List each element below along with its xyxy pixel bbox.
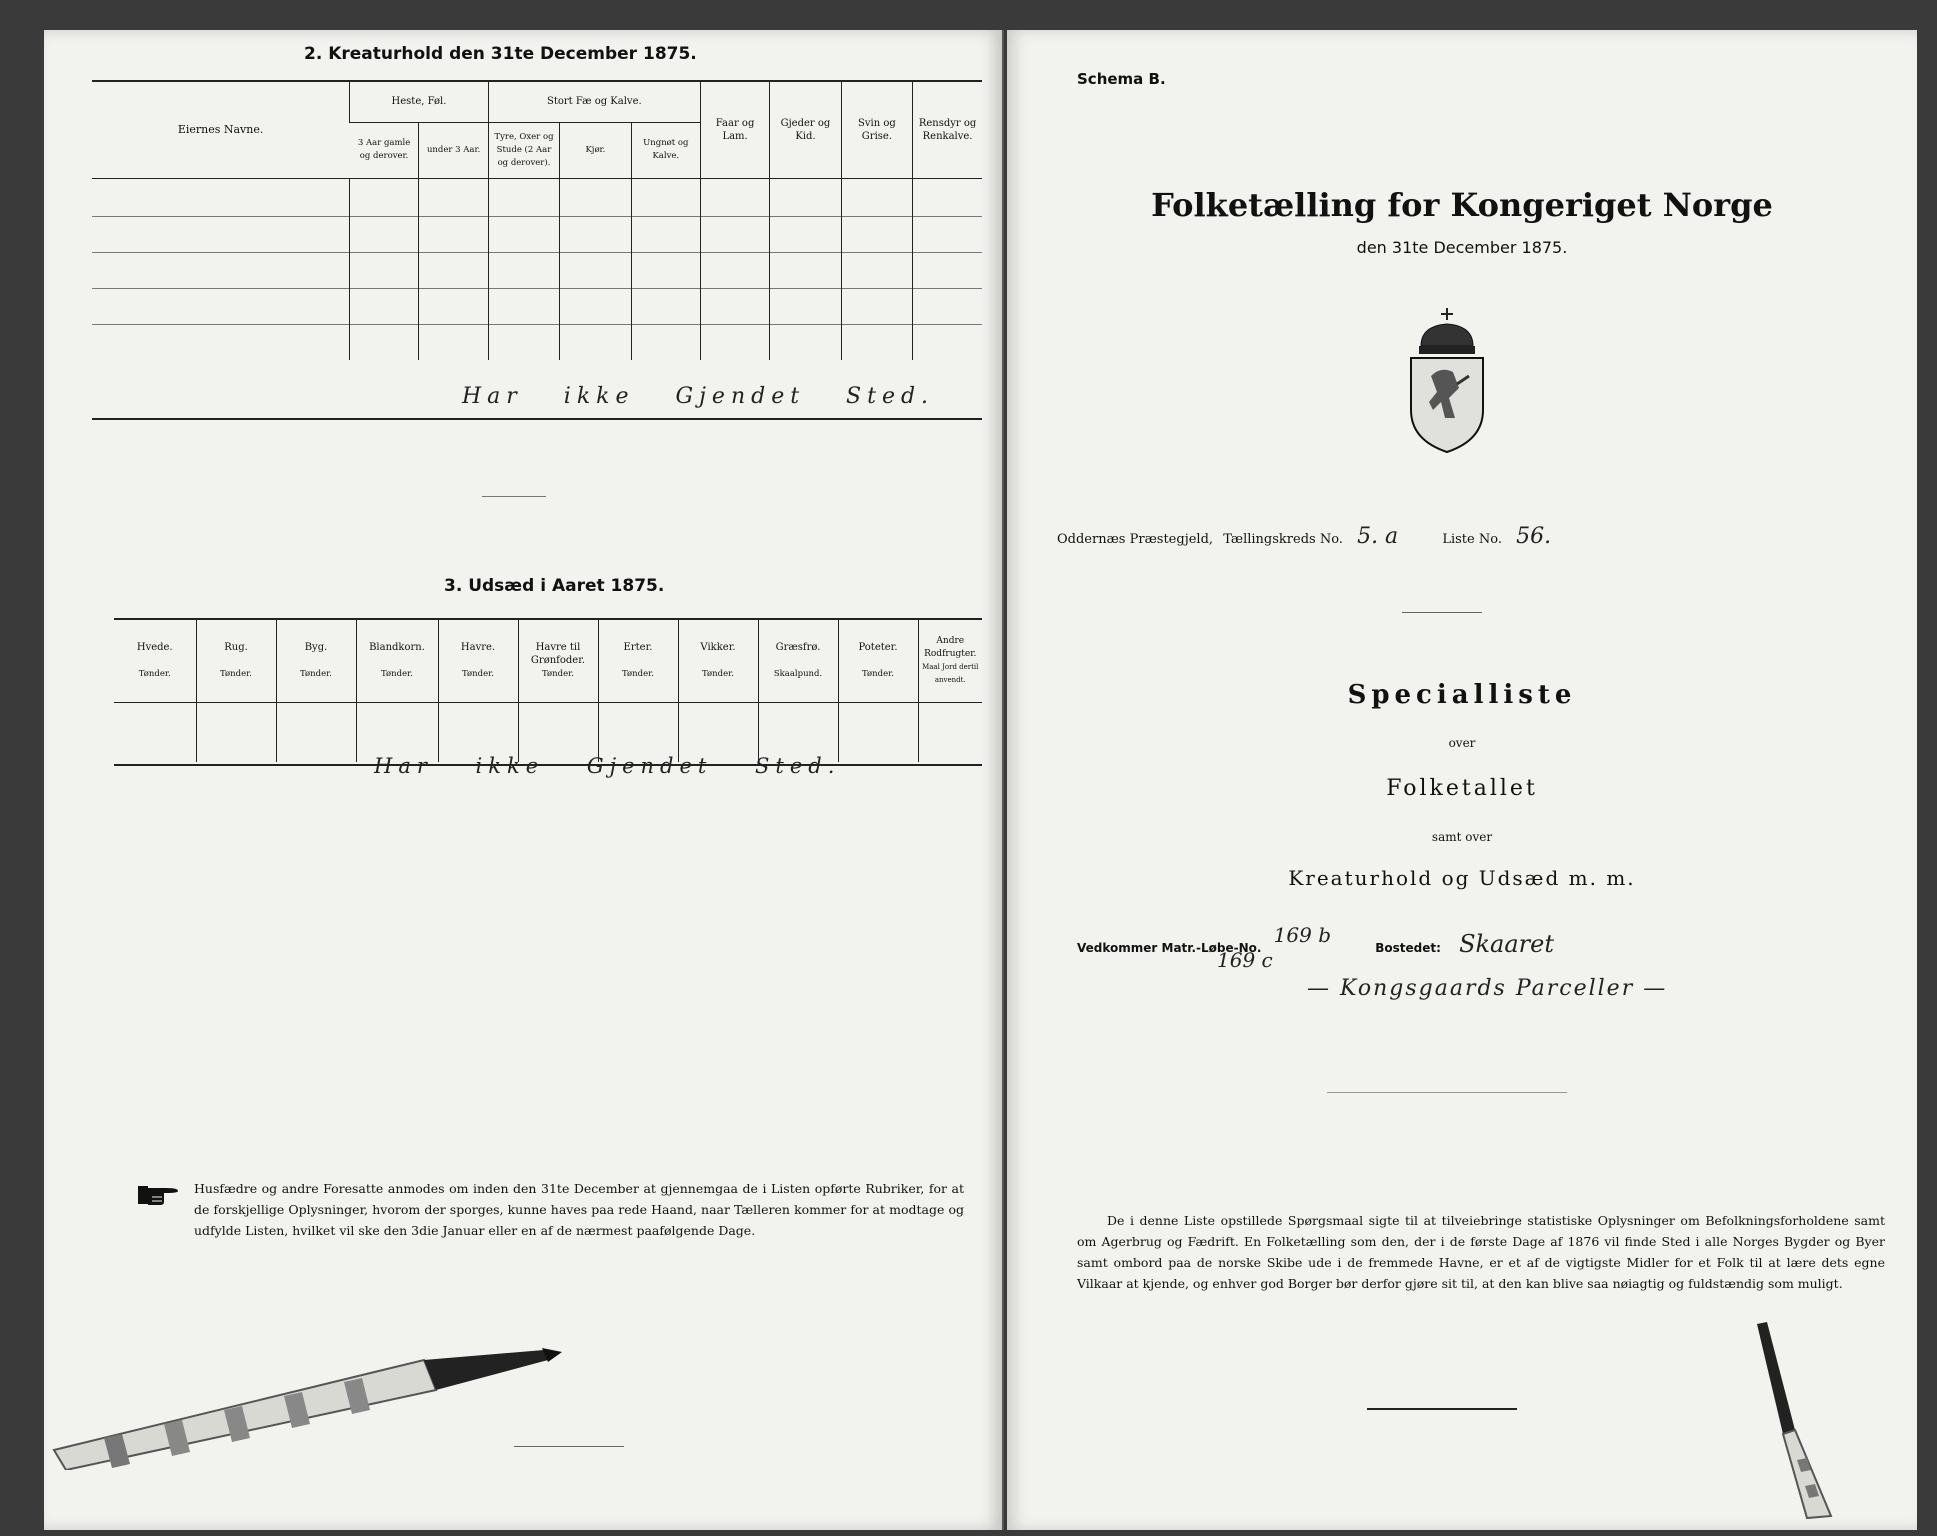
document-title: Folketælling for Kongeriget Norge [1151,186,1773,224]
left-page [44,30,1004,1530]
udsaed-col-vikker: Vikker. Tønder. [678,620,758,702]
instructions-notice: Husfædre og andre Foresatte anmodes om inden den 31te December at gjennemgaa de i Listen opførte Rubriker, for at de forskjellige Oplysninger, hvorom der sporges, kunne haves paa rede Haand, naar Tælleren kommer for at modtage og udfylde Listen, hvilket vil ske den 3die Januar eller en af de nærmest paafølgende Dage. [194,1181,964,1238]
pen-icon [1747,1320,1857,1520]
dotted-rule [1327,1092,1567,1093]
section3-heading: 3. Udsæd i Aaret 1875. [444,576,665,596]
rensdyr-col-header: Rensdyr og Renkalve. [913,82,982,178]
folketallet-heading: Folketallet [1386,776,1538,801]
udsaed-col-havre-gronfoder: Havre til Grønfoder. Tønder. [518,620,598,702]
udsaed-col-graesfro: Græsfrø. Skaalpund. [758,620,838,702]
kjor-col-header: Kjør. [560,122,631,178]
udsaed-col-blandkorn: Blandkorn. Tønder. [356,620,438,702]
udsaed-col-havre: Havre. Tønder. [438,620,518,702]
schema-label: Schema B. [1077,70,1166,88]
document-spread [22,30,1922,1530]
separator [482,496,546,497]
kreds-value: 5. a [1357,524,1399,549]
heste-young-col-header: under 3 Aar. [419,122,488,178]
end-rule [1367,1408,1517,1410]
stort-fae-group-header: Stort Fæ og Kalve. [488,82,700,122]
kreaturhold-heading: Kreaturhold og Udsæd m. m. [1288,866,1636,890]
prestegjeld-label: Oddernæs Præstegjeld, [1057,532,1214,547]
bosted-value-2: — Kongsgaards Parceller — [1307,976,1668,1001]
over-text-1: over [1448,736,1476,750]
ungnot-col-header: Ungnøt og Kalve. [631,122,700,178]
udsaed-col-hvede: Hvede. Tønder. [136,641,173,679]
heste-old-col-header: 3 Aar gamle og derover. [357,138,411,161]
bosted-label: Bostedet: [1375,941,1441,955]
liste-label: Liste No. [1442,532,1502,547]
tyre-col-header: Tyre, Oxer og Stude (2 Aar og derover). [488,122,559,178]
document-date: den 31te December 1875. [1356,238,1568,257]
faar-col-header: Faar og Lam. [700,82,769,178]
specialliste-heading: Specialliste [1347,680,1577,710]
matr-value-2: 169 c [1217,948,1273,972]
bosted-value: Skaaret [1459,930,1554,958]
table2-bottom-rule [92,418,982,420]
kreds-label: Tællingskreds No. [1223,532,1343,547]
info-paragraph: De i denne Liste opstillede Spørgsmaal sigte til at tilveiebringe statistiske Oplysninger om Befolkningsforholdene samt om Agerbrug og Fædrift. En Folketælling som den, der i de første Dage af 1876 vil finde Sted i alle Norges Bygder og Byer samt ombord paa de norske Skibe ude i de fremmede Havne, er et af de vigtigste Midler for et Folk til at lære dets egne Vilkaar at kjende, og enhver god Borger bør derfor gjøre sit til, at den kan blive saa nøiagtig og fuldstændig som muligt. [1077,1213,1885,1291]
matr-line [1077,923,1897,958]
heste-group-header: Heste, Føl. [350,82,489,122]
pen-icon [44,1320,564,1470]
udsaed-col-erter: Erter. Tønder. [598,620,678,702]
owner-col-header: Eiernes Navne. [177,123,264,137]
udsaed-table [114,620,982,762]
matr-label: Vedkommer Matr.-Løbe-No. [1077,941,1262,955]
svin-col-header: Svin og Grise. [841,82,912,178]
bottom-separator [514,1446,624,1447]
right-page [1007,30,1917,1530]
section3-handwritten-note: Har ikke Gjendet Sted. [374,754,841,778]
coat-of-arms-icon [1397,306,1497,456]
kreaturhold-table [92,82,982,360]
udsaed-col-poteter: Poteter. Tønder. [838,620,918,702]
section2-handwritten-note: Har ikke Gjendet Sted. [462,384,935,409]
samt-over-text: samt over [1431,830,1493,844]
gjeder-col-header: Gjeder og Kid. [770,82,841,178]
udsaed-col-byg: Byg. Tønder. [276,620,356,702]
udsaed-col-andre: Andre Rodfrugter. Maal Jord dertil anvendt. [918,620,982,702]
udsaed-col-rug: Rug. Tønder. [196,620,276,702]
registration-line [1057,524,1887,549]
separator-right [1402,612,1482,613]
liste-value: 56. [1516,524,1552,549]
section2-heading: 2. Kreaturhold den 31te December 1875. [304,44,697,64]
pointing-hand-icon [136,1180,180,1208]
matr-value-1: 169 b [1273,923,1332,947]
